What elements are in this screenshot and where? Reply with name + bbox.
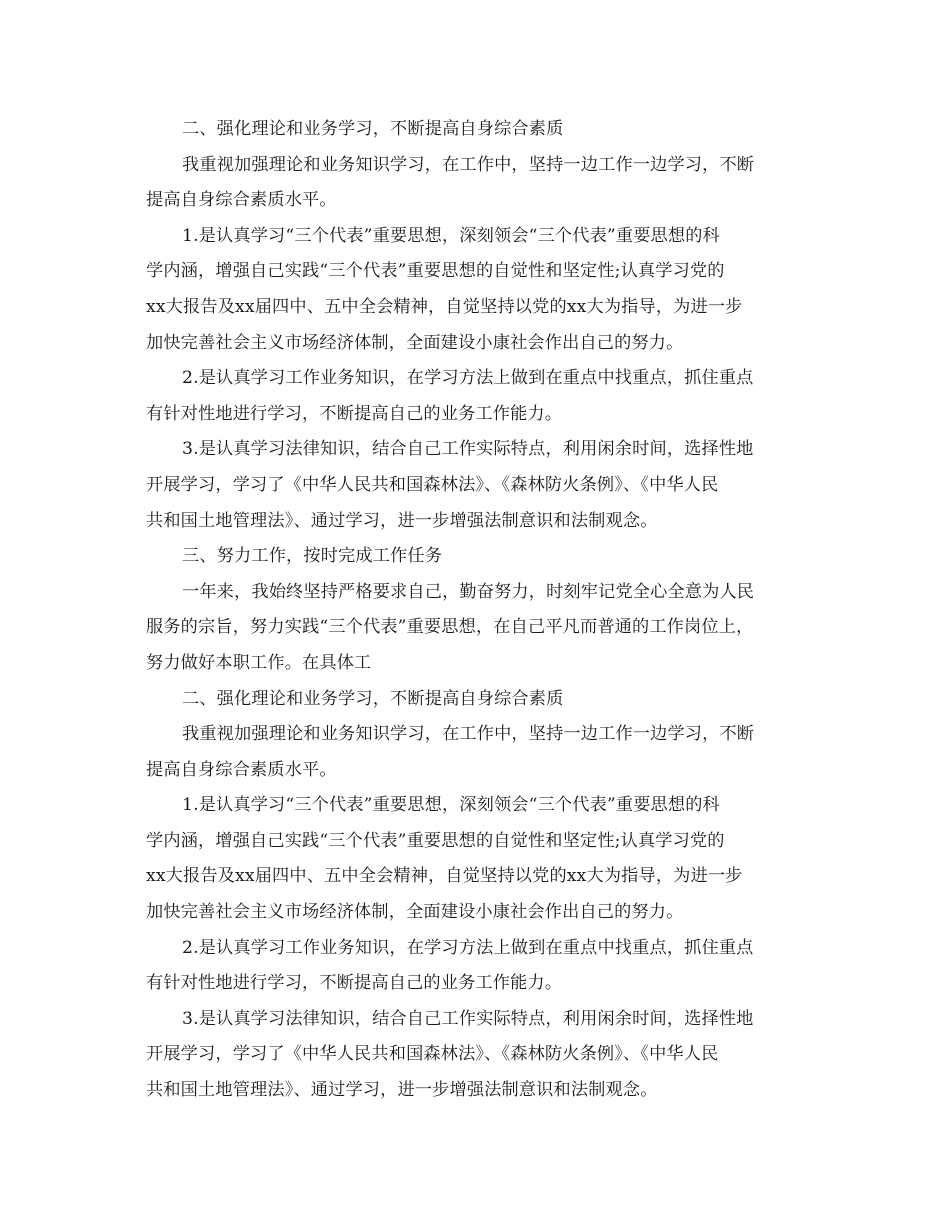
paragraph-first-line: 一年来，我始终坚持严格要求自己，勤奋努力，时刻牢记党全心全意为人民 bbox=[182, 581, 755, 602]
paragraph-first-line: 3.是认真学习法律知识，结合自己工作实际特点，利用闲余时间，选择性地 bbox=[182, 439, 754, 460]
paragraph-line: 共和国土地管理法》、通过学习，进一步增强法制意识和法制观念。 bbox=[146, 510, 658, 531]
paragraph-first-line: 二、强化理论和业务学习，不断提高自身综合素质 bbox=[182, 688, 564, 709]
paragraph-line: 学内涵，增强自己实践“三个代表”重要思想的自觉性和坚定性;认真学习党的 bbox=[146, 830, 725, 851]
paragraph-line: 开展学习，学习了《中华人民共和国森林法》、《森林防火条例》、《中华人民 bbox=[146, 474, 719, 495]
document-body bbox=[146, 112, 810, 1109]
paragraph-line: 提高自身综合素质水平。 bbox=[146, 190, 337, 211]
document-page bbox=[146, 112, 810, 1109]
paragraph-line: 加快完善社会主义市场经济体制，全面建设小康社会作出自己的努力。 bbox=[146, 902, 684, 923]
paragraph-first-line: 1.是认真学习“三个代表”重要思想，深刻领会“三个代表”重要思想的科 bbox=[182, 225, 720, 246]
paragraph-first-line: 3.是认真学习法律知识，结合自己工作实际特点，利用闲余时间，选择性地 bbox=[182, 1008, 754, 1029]
paragraph-line: xx大报告及xx届四中、五中全会精神，自觉坚持以党的xx大为指导，为进一步 bbox=[146, 296, 743, 317]
paragraph-first-line: 1.是认真学习“三个代表”重要思想，深刻领会“三个代表”重要思想的科 bbox=[182, 795, 720, 816]
paragraph-line: 开展学习，学习了《中华人民共和国森林法》、《森林防火条例》、《中华人民 bbox=[146, 1044, 719, 1065]
paragraph-line: 努力做好本职工作。在具体工 bbox=[146, 652, 372, 673]
paragraph-line: xx大报告及xx届四中、五中全会精神，自觉坚持以党的xx大为指导，为进一步 bbox=[146, 866, 743, 887]
paragraph-line: 学内涵，增强自己实践“三个代表”重要思想的自觉性和坚定性;认真学习党的 bbox=[146, 261, 725, 282]
paragraph-line: 有针对性地进行学习，不断提高自己的业务工作能力。 bbox=[146, 973, 563, 994]
paragraph-first-line: 我重视加强理论和业务知识学习，在工作中，坚持一边工作一边学习，不断 bbox=[182, 154, 755, 175]
paragraph-line: 有针对性地进行学习，不断提高自己的业务工作能力。 bbox=[146, 403, 563, 424]
paragraph-line: 共和国土地管理法》、通过学习，进一步增强法制意识和法制观念。 bbox=[146, 1080, 658, 1101]
paragraph-line: 加快完善社会主义市场经济体制，全面建设小康社会作出自己的努力。 bbox=[146, 332, 684, 353]
paragraph-line: 服务的宗旨，努力实践“三个代表”重要思想，在自己平凡而普通的工作岗位上， bbox=[146, 617, 754, 638]
paragraph-line: 提高自身综合素质水平。 bbox=[146, 759, 337, 780]
paragraph-first-line: 三、努力工作，按时完成工作任务 bbox=[182, 546, 443, 567]
paragraph-first-line: 2.是认真学习工作业务知识，在学习方法上做到在重点中找重点，抓住重点 bbox=[182, 937, 754, 958]
paragraph-first-line: 我重视加强理论和业务知识学习，在工作中，坚持一边工作一边学习，不断 bbox=[182, 724, 755, 745]
paragraph-first-line: 2.是认真学习工作业务知识，在学习方法上做到在重点中找重点，抓住重点 bbox=[182, 368, 754, 389]
paragraph-first-line: 二、强化理论和业务学习，不断提高自身综合素质 bbox=[182, 119, 564, 139]
